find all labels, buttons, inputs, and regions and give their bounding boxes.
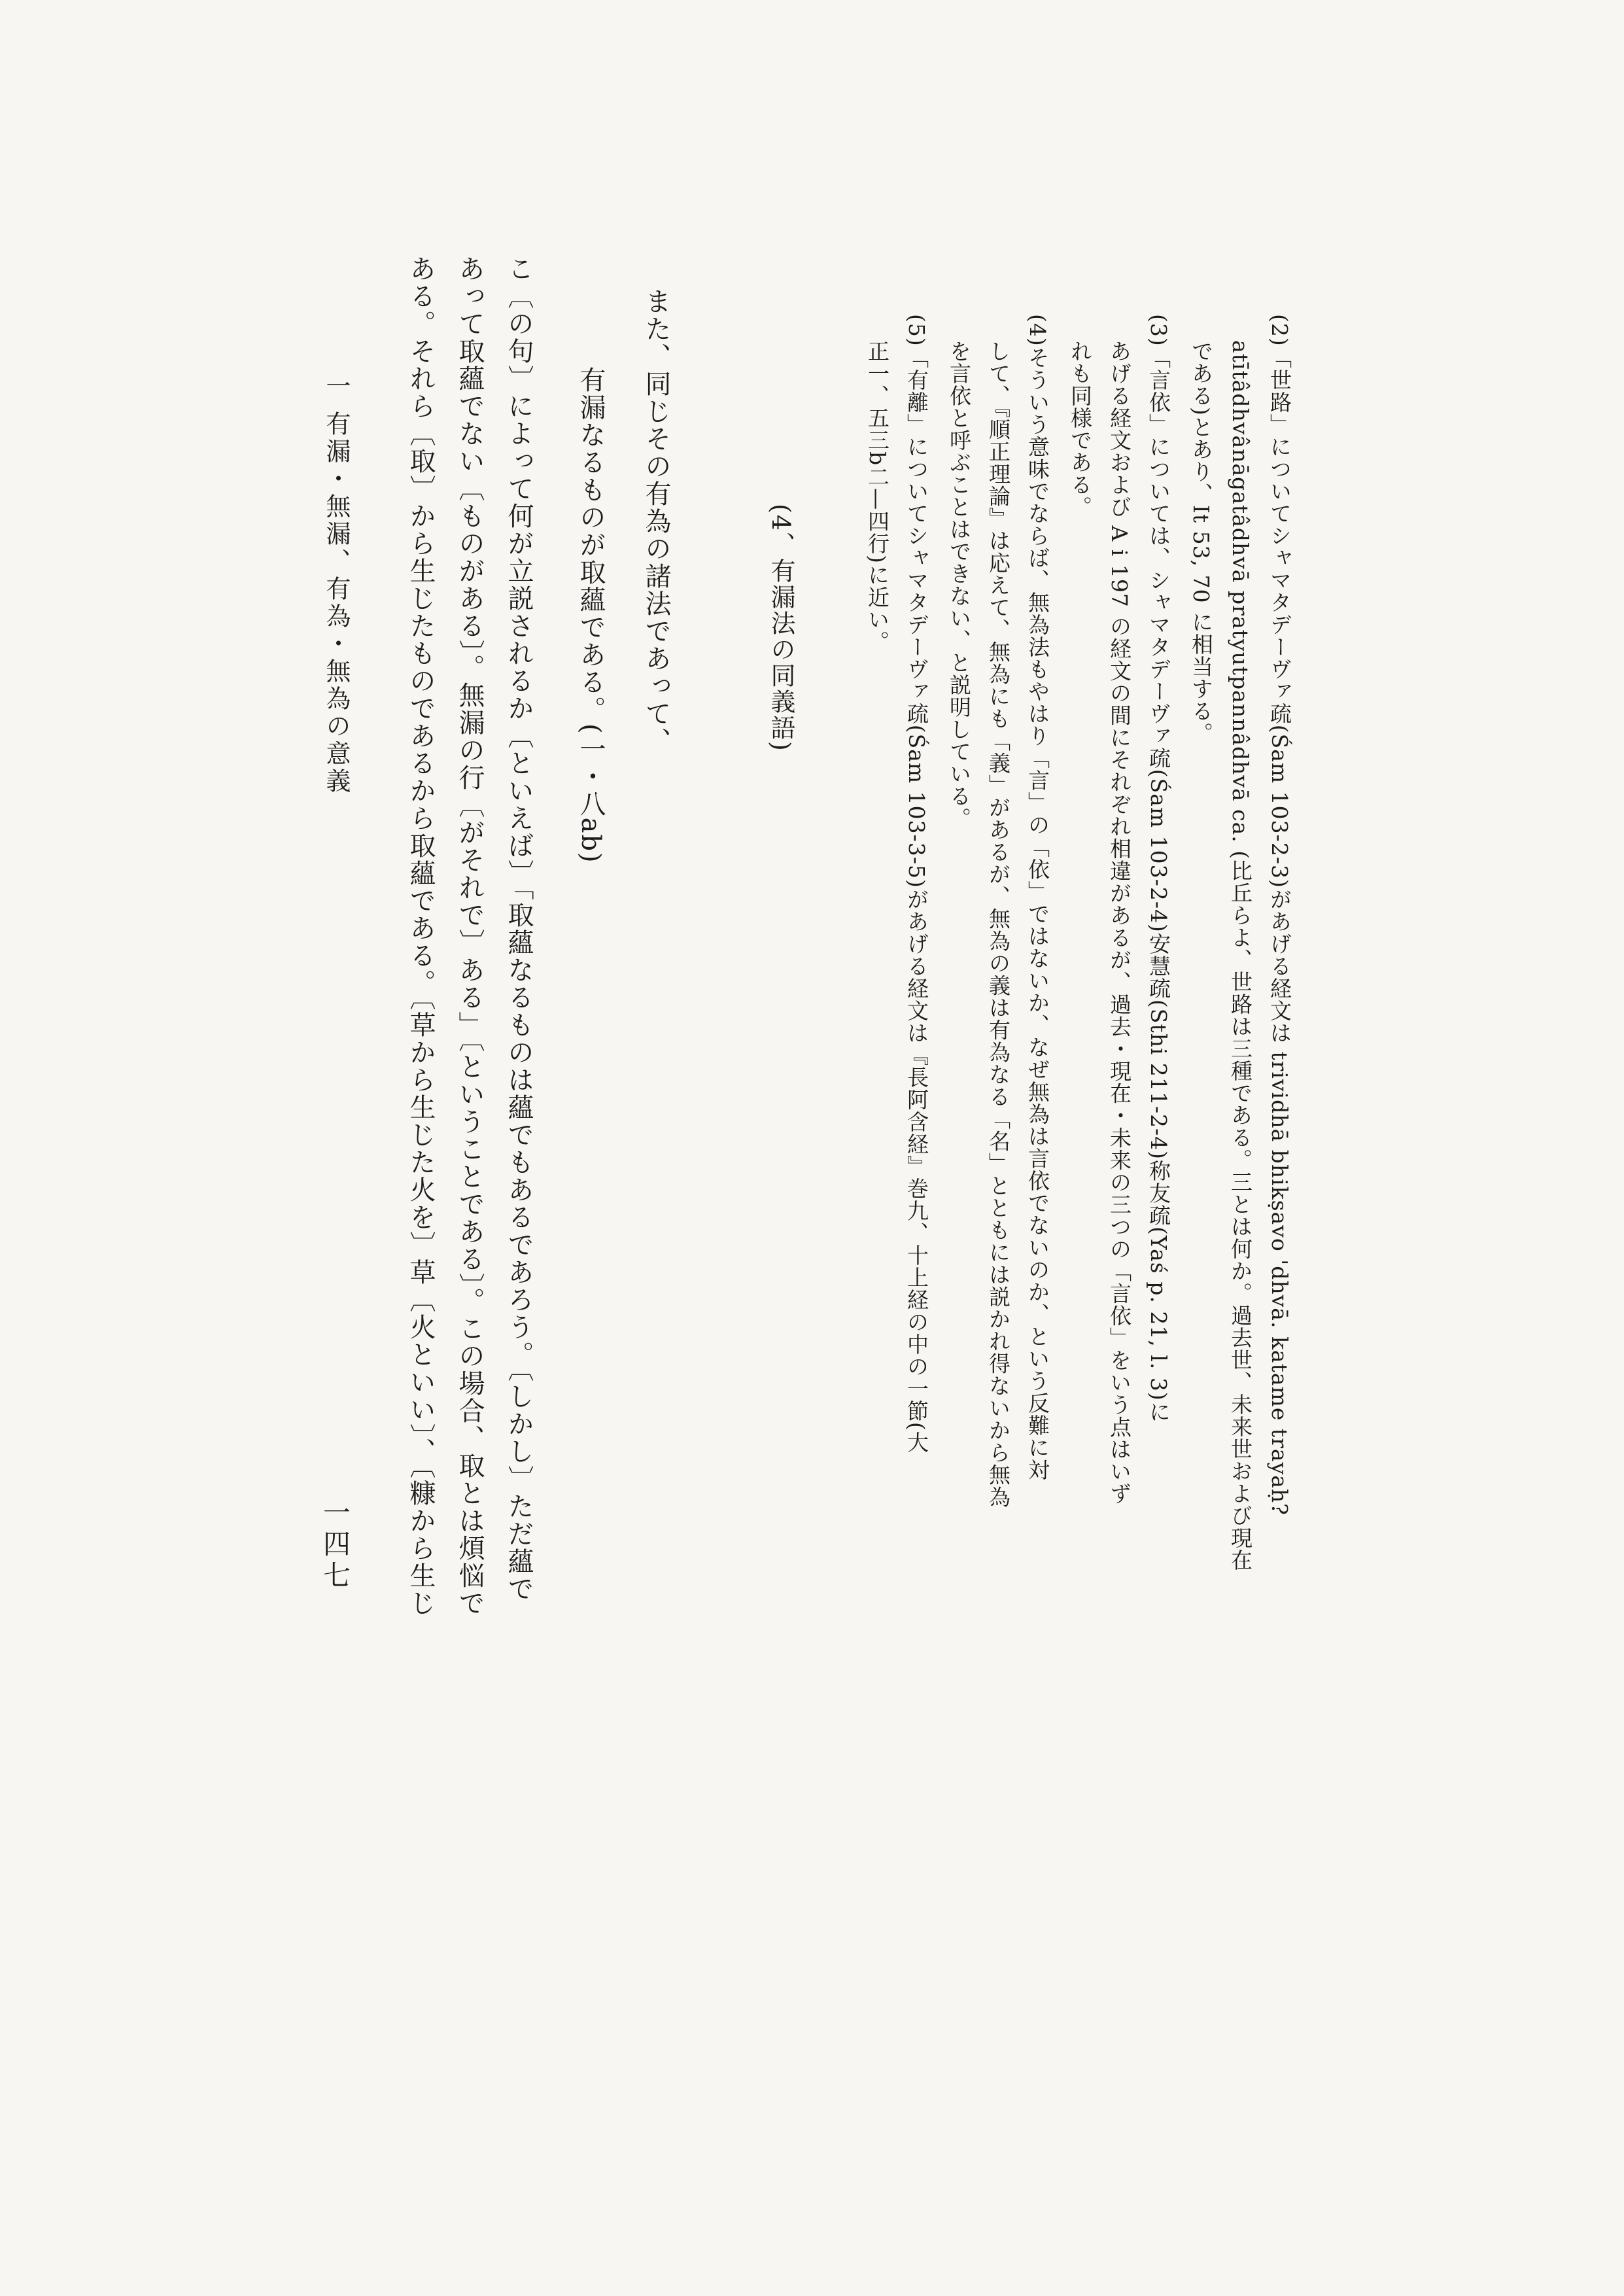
note-5-line-2: 正一、五三b二—四行)に近い。	[865, 340, 890, 653]
section-heading: (4、有漏法の同義語)	[767, 504, 795, 752]
note-3-line-3: れも同様である。	[1067, 340, 1093, 518]
note-2-line-1: (2)「世路」についてシャマタデーヴァ疏(Śam 103-2-3)があげる経文は trividhā bhikṣavo 'dhvā. katame trayaḥ?	[1267, 314, 1292, 1516]
body-line-3: こ〔の句〕によって何が立説されるか〔といえば〕「取蘊なるものは蘊でもあるであろう。〔しかし〕ただ蘊で	[504, 255, 534, 1603]
note-4-line-3: を言依と呼ぶことはできない、と説明している。	[946, 340, 972, 829]
body-line-4: あって取蘊でない〔ものがある〕。無漏の行〔がそれで〕ある」〔ということである〕。この場合、取とは煩悩で	[455, 255, 485, 1617]
chapter-running-head: 一 有漏・無漏、有為・無為の意義	[322, 373, 351, 796]
verse-line: 有漏なるものが取蘊である。(一・八ab)	[576, 366, 606, 864]
note-3-line-1: (3)「言依」については、シャマタデーヴァ疏(Śam 103-2-4)安慧疏(Sthi 211-2-4)称友疏(Yaś p. 21, l. 3)に	[1146, 314, 1171, 1423]
body-line-5: ある。それら〔取〕から生じたものであるから取蘊である。〔草から生じた火を〕草〔火といい〕、〔糠から生じ	[406, 255, 436, 1617]
note-4-line-2: して、『順正理論』は応えて、無為にも「義」があるが、無為の義は有為なる「名」とともには説かれ得ないから無為	[986, 340, 1011, 1508]
page-number: 一四七	[319, 1498, 351, 1592]
body-line-1: また、同じその有為の諸法であって、	[641, 288, 671, 755]
note-3-line-2: あげる経文および A i 197 の経文の間にそれぞれ相違があるが、過去・現在・未来の三つの「言依」をいう点はいず	[1107, 340, 1132, 1505]
note-2-line-2: atītâdhvânāgatâdhvā pratyutpannâdhvā ca. (比丘らよ、世路は三種である。三とは何か。過去世、未来世および現在	[1228, 340, 1253, 1572]
note-4-line-1: (4)そういう意味でならば、無為法もやはり「言」の「依」ではないか、なぜ無為は言依でないのか、という反難に対	[1025, 314, 1050, 1481]
note-5-line-1: (5)「有離」についてシャマタデーヴァ疏(Śam 103-3-5)があげる経文は『長阿含経』巻九、十上経の中の一節(大	[904, 314, 929, 1453]
note-2-line-3: である)とあり、It 53, 70 に相当する。	[1188, 340, 1214, 745]
